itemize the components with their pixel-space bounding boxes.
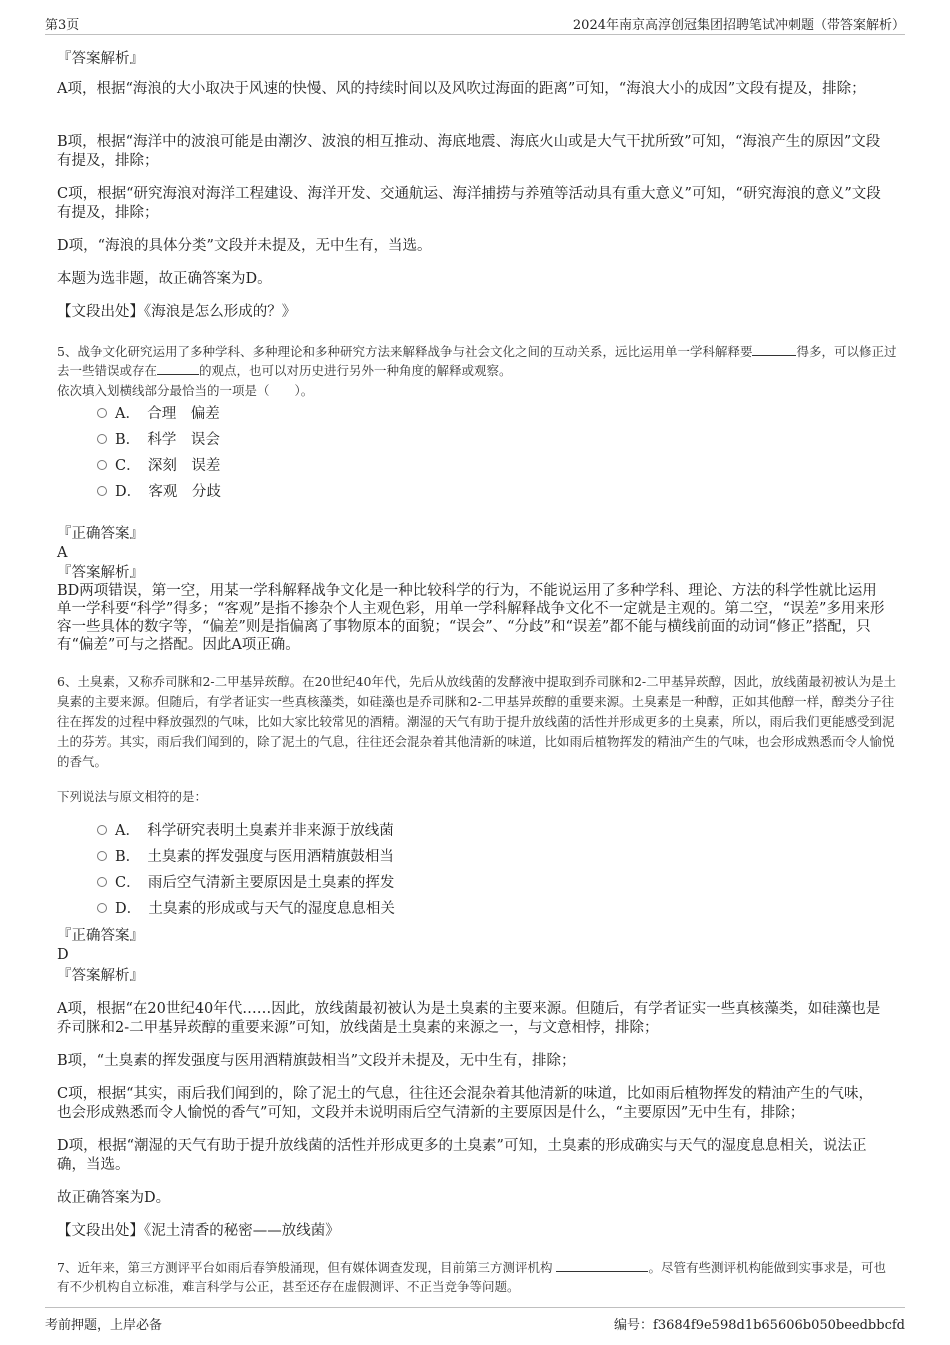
- q5-option-a-label: A． 合理 偏差: [115, 406, 220, 422]
- q4-conclusion: 本题为选非题，故正确答案为D。: [57, 271, 272, 287]
- q7-stem-part-2: 。尽管有些测评机构能做到实事求是，可也有不少机构自立标准，难言科学与公正，甚至还存在虚假测评、不正当竞争等问题。: [57, 1260, 886, 1294]
- q6-option-c-label: C． 雨后空气清新主要原因是土臭素的挥发: [115, 875, 395, 891]
- q5-option-c-label: C． 深刻 误差: [115, 458, 221, 474]
- q5-option-c[interactable]: [97, 457, 220, 475]
- q5-option-b-label: B． 科学 误会: [115, 432, 220, 448]
- q7-stem: [57, 1258, 897, 1296]
- q5-blank-1: [752, 343, 796, 356]
- q6-answer-label: 『正确答案』: [57, 928, 144, 944]
- q6-analysis-b: B项，“土臭素的挥发强度与医用酒精旗鼓相当”文段并未提及，无中生有，排除；: [57, 1053, 576, 1069]
- q6-option-b-label: B． 土臭素的挥发强度与医用酒精旗鼓相当: [115, 849, 394, 865]
- page-header: [45, 10, 905, 35]
- q6-analysis-d: D项，根据“潮湿的天气有助于提升放线菌的活性并形成更多的土臭素”可知，土臭素的形成确实与天气的湿度息息相关，说法正确，当选。: [57, 1138, 867, 1173]
- q6-answer: D: [57, 947, 69, 963]
- q5-option-a[interactable]: [97, 405, 220, 423]
- q6-prompt: 下列说法与原文相符的是：: [57, 789, 208, 804]
- q5-analysis: BD两项错误，第一空，用某一学科解释战争文化是一种比较科学的行为，不能说运用了多种学科、理论、方法的科学性就比运用单一学科要“科学”得多；“客观”是指不掺杂个人主观色彩，用单一学科解释战争文化不一定就是主观的。第二空，“误差”多用来形容一些具体的数字等，“偏差”则是指偏离了事物原本的面貌；“误会”、“分歧”和“误差”都不能与横线前面的动词“修正”搭配，只有“偏差”可与之搭配。因此A项正确。: [57, 583, 885, 653]
- radio-icon[interactable]: [97, 460, 107, 470]
- q6-analysis-label: 『答案解析』: [57, 968, 144, 984]
- q6-option-d[interactable]: [97, 900, 395, 918]
- q5-option-d-label: D． 客观 分歧: [115, 484, 221, 500]
- q7-stem-part-1: 7、近年来，第三方测评平台如雨后春笋般涌现，但有媒体调查发现，目前第三方测评机构: [57, 1260, 553, 1275]
- q6-option-b[interactable]: [97, 848, 394, 866]
- q5-option-b[interactable]: [97, 431, 220, 449]
- q5-option-d[interactable]: [97, 483, 221, 501]
- document-title: 2024年南京高淳创冠集团招聘笔试冲刺题（带答案解析）: [572, 18, 905, 33]
- q5-blank-2: [157, 362, 199, 375]
- q6-analysis-a: A项，根据“在20世纪40年代……因此，放线菌最初被认为是土臭素的主要来源。但随后，有学者证实一些真核藻类，如硅藻也是乔司脒和2-二甲基异莰醇的重要来源”可知，放线菌是土臭素的来源之一，与文意相悖，排除；: [57, 1001, 881, 1036]
- q5-stem: [57, 342, 897, 380]
- q4-analysis-a: A项，根据“海浪的大小取决于风速的快慢、风的持续时间以及风吹过海面的距离”可知，“海浪大小的成因”文段有提及，排除；: [57, 81, 866, 97]
- q5-analysis-label: 『答案解析』: [57, 565, 144, 581]
- q5-stem-part-3: 可以修正过去一些错误或存在: [57, 344, 897, 378]
- q4-analysis-d: D项，“海浪的具体分类”文段并未提及，无中生有，当选。: [57, 238, 432, 254]
- q6-option-c[interactable]: [97, 874, 394, 892]
- q5-stem-part-2: 得多，: [796, 344, 834, 359]
- q6-conclusion: 故正确答案为D。: [57, 1190, 171, 1206]
- radio-icon[interactable]: [97, 877, 107, 887]
- page-footer: [45, 1307, 905, 1334]
- analysis-label: 『答案解析』: [57, 51, 144, 67]
- page-number: 第3页: [45, 18, 80, 33]
- radio-icon[interactable]: [97, 408, 107, 418]
- q7-blank: [556, 1259, 648, 1272]
- q4-source: 【文段出处】《海浪是怎么形成的？》: [57, 304, 297, 320]
- q6-option-d-label: D． 土臭素的形成或与天气的湿度息息相关: [115, 901, 395, 917]
- q5-prompt: 依次填入划横线部分最恰当的一项是（ ）。: [57, 383, 314, 398]
- q6-analysis-c: C项，根据“其实，雨后我们闻到的，除了泥土的气息，往往还会混杂着其他清新的味道，比如雨后植物挥发的精油产生的气味，也会形成熟悉而令人愉悦的香气”可知，文段并未说明雨后空气清新的主要原因是什么，“主要原因”无中生有，排除；: [57, 1086, 874, 1121]
- document-code: 编号：f3684f9e598d1b65606b050beedbbcfd: [614, 1318, 905, 1333]
- q6-source: 【文段出处】《泥土清香的秘密——放线菌》: [57, 1223, 340, 1239]
- radio-icon[interactable]: [97, 486, 107, 496]
- radio-icon[interactable]: [97, 825, 107, 835]
- radio-icon[interactable]: [97, 434, 107, 444]
- q5-answer-label: 『正确答案』: [57, 526, 144, 542]
- q5-stem-part-4: 的观点，也可以对历史进行另外一种角度的解释或观察。: [199, 363, 512, 378]
- q5-stem-part-1: 5、战争文化研究运用了多种学科、多种理论和多种研究方法来解释战争与社会文化之间的互动关系，远比运用单一学科解释要: [57, 344, 753, 359]
- footer-slogan: 考前押题，上岸必备: [45, 1318, 163, 1333]
- radio-icon[interactable]: [97, 851, 107, 861]
- radio-icon[interactable]: [97, 903, 107, 913]
- q6-option-a[interactable]: [97, 822, 394, 840]
- q6-option-a-label: A． 科学研究表明土臭素并非来源于放线菌: [115, 823, 394, 839]
- q6-passage: 6、土臭素，又称乔司脒和2-二甲基异莰醇。在20世纪40年代，先后从放线菌的发酵液中提取到乔司脒和2-二甲基异莰醇，因此，放线菌最初被认为是土臭素的主要来源。但随后，有学者证实一些真核藻类，如硅藻也是乔司脒和2-二甲基异莰醇的重要来源。土臭素是一种醇，正如其他醇一样，醇类分子往往在挥发的过程中释放强烈的气味，比如大家比较常见的酒精。潮湿的天气有助于提升放线菌的活性并形成更多的土臭素，所以，雨后我们更能感受到泥土的芬芳。其实，雨后我们闻到的，除了泥土的气息，往往还会混杂着其他清新的味道，比如雨后植物挥发的精油产生的气味，也会形成熟悉而令人愉悦的香气。: [57, 674, 897, 769]
- q4-analysis-b: B项，根据“海洋中的波浪可能是由潮汐、波浪的相互推动、海底地震、海底火山或是大气干扰所致”可知，“海浪产生的原因”文段有提及，排除；: [57, 134, 881, 169]
- q4-analysis-c: C项，根据“研究海浪对海洋工程建设、海洋开发、交通航运、海洋捕捞与养殖等活动具有重大意义”可知，“研究海浪的意义”文段有提及，排除；: [57, 186, 881, 221]
- q5-answer: A: [57, 545, 68, 561]
